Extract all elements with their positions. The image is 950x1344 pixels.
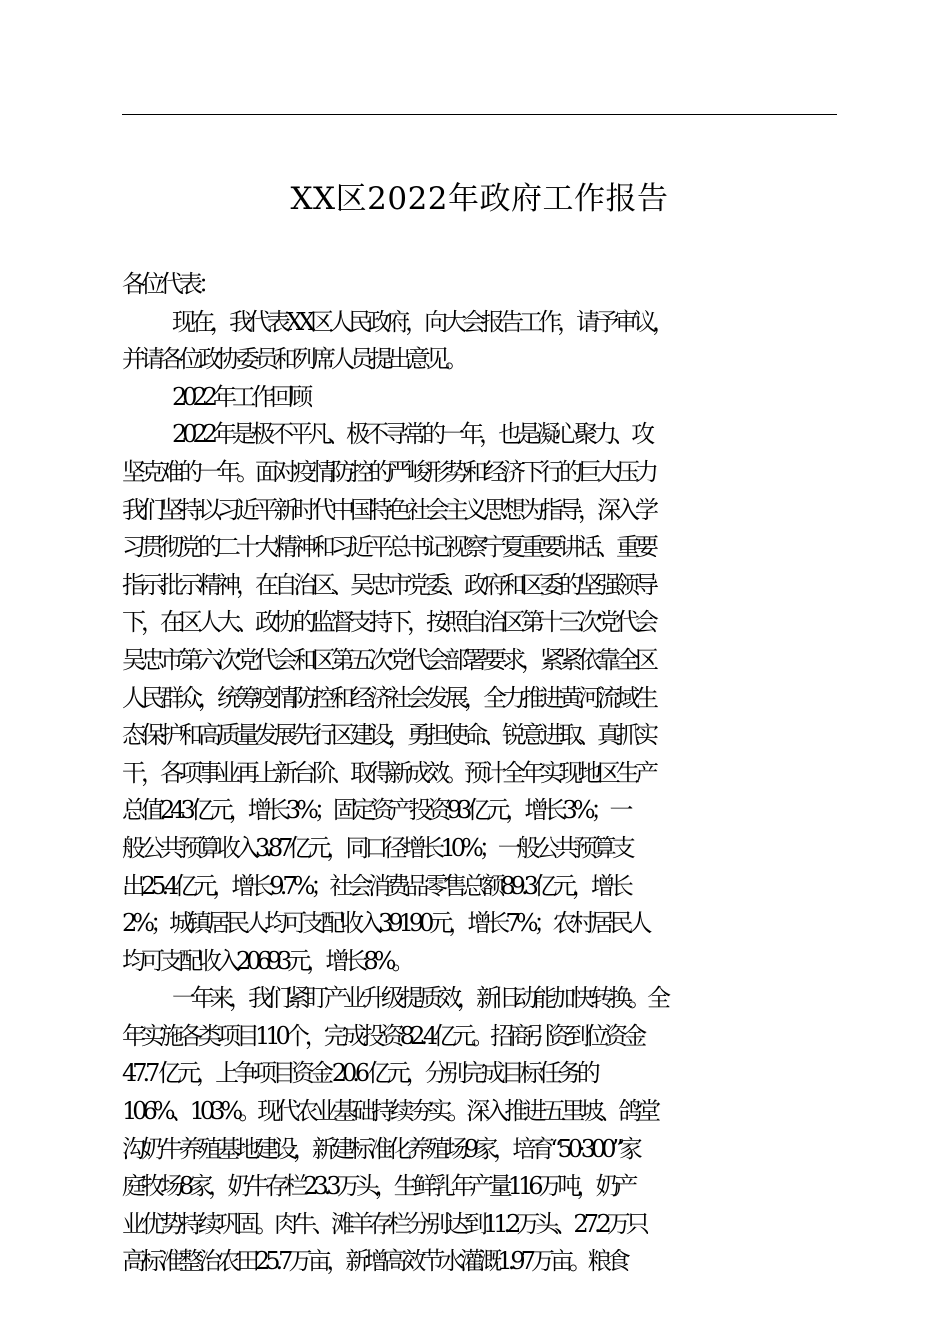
body-text-line: 态保护和高质量发展先行区建设，勇担使命、锐意进取、真抓实 (122, 721, 654, 750)
body-text-line: 高标准整治农田25.7万亩，新增高效节水灌溉1.97万亩。粮食 (122, 1247, 626, 1276)
body-text-line: 般公共预算收入3.87亿元，同口径增长10%；一般公共预算支 (122, 833, 631, 862)
body-text-line: 业优势持续巩固。肉牛、滩羊存栏分别达到11.2万头、27.2万只 (122, 1209, 645, 1238)
body-text-line: 沟奶牛养殖基地建设，新建标准化养殖场9家，培育“50·300”家 (122, 1134, 638, 1163)
document-body (122, 266, 857, 1281)
body-text-line: 均可支配收入20693元，增长8%。 (122, 946, 411, 975)
body-text-line: 出25.4亿元，增长9.7%；社会消费品零售总额89.3亿元，增长 (122, 871, 629, 900)
body-text-line: 106%、103%。现代农业基础持续夯实。深入推进五里坡、鸽堂 (122, 1097, 657, 1126)
body-text-line: 2%；城镇居民人均可支配收入39190元，增长7%；农村居民人 (122, 909, 648, 938)
body-text-line: 坚克难的一年。面对疫情防控的严峻形势和经济下行的巨大压力 (122, 457, 654, 486)
body-text-line: 下，在区人大、政协的监督支持下，按照自治区第十三次党代会 (122, 608, 654, 637)
body-text-line: 庭牧场8家，奶牛存栏23.3万头，生鲜乳年产量116万吨，奶产 (122, 1172, 634, 1201)
salutation: 各位代表： (122, 270, 217, 298)
body-text-line: 一年来，我们紧盯产业升级提质效，新旧动能加快转换。全 (172, 984, 666, 1013)
body-text-line: 47.7 亿元，上争项目资金 20.6 亿元，分别完成目标任务的 (122, 1059, 596, 1088)
body-text-line: 现在，我代表XX区人民政府，向大会报告工作，请予审议， (172, 307, 672, 336)
body-text-line: 年实施各类项目110个，完成投资82.4亿元。招商引资到位资金 (122, 1021, 643, 1050)
body-text-line: 并请各位政协委员和列席人员提出意见。 (122, 345, 464, 374)
body-text-line: 人民群众，统筹疫情防控和经济社会发展，全力推进黄河流域生 (122, 683, 654, 712)
body-text-line: 2022年工作回顾 (172, 382, 309, 411)
body-text-line: 指示批示精神，在自治区、吴忠市党委、政府和区委的坚强领导 (122, 570, 654, 599)
body-text-line: 2022年是极不平凡、极不寻常的一年，也是凝心聚力、攻 (172, 420, 651, 449)
document-title: XX区2022年政府工作报告 (290, 181, 669, 217)
body-text-line: 习贯彻党的二十大精神和习近平总书记视察宁夏重要讲话、重要 (122, 533, 654, 562)
body-text-line: 吴忠市第六次党代会和区第五次党代会部署要求，紧紧依靠全区 (122, 645, 654, 674)
body-text-line: 我们坚持以习近平新时代中国特色社会主义思想为指导，深入学 (122, 495, 654, 524)
header-rule (122, 114, 837, 115)
body-text-line: 干，各项事业再上新台阶、取得新成效。预计全年实现地区生产 (122, 758, 654, 787)
body-text-line: 总值243亿元，增长3%；固定资产投资93亿元，增长3%；一 (122, 796, 629, 825)
